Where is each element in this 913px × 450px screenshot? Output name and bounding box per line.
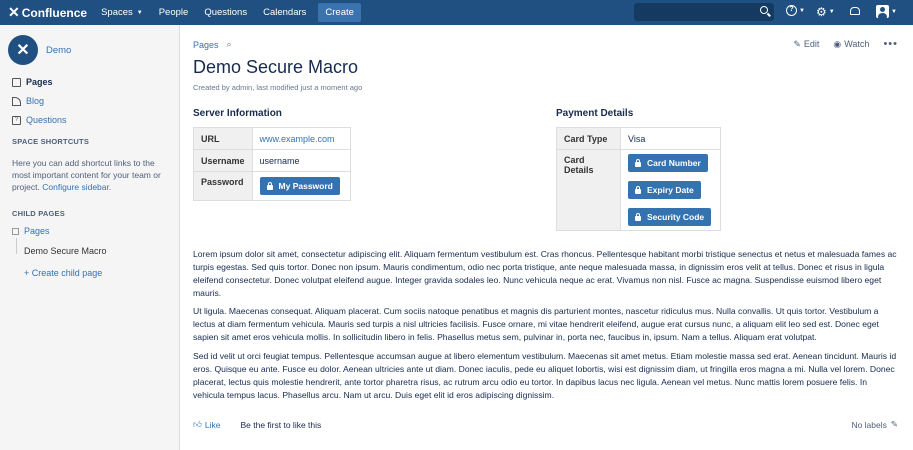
edit-label: Edit — [803, 39, 820, 49]
sidebar-item-pages[interactable] — [12, 77, 53, 87]
username-label: Username — [194, 150, 253, 172]
user-menu[interactable] — [876, 5, 897, 18]
body-paragraph: Sed id velit ut orci feugiat tempus. Pellentesque accumsan augue at libero elementum vestibulum. Maecenas sit amet metus. Etiam molestie massa sed erat. Aenean tincidunt. Mauris id eros. Quisque eu ante. Fusce eu dolor. Aenean ultricies ante ut diam. Donec iaculis, pede eu aliquet lobortis, wisi est dignissim diam, ut fringilla eros magna a mi. Nulla vel lorem. Donec placerat, lectus quis molestie hendrerit, ante tortor pharetra risus, ac rutrum arcu odio eu tortor. In dapibus lacus nec ligula. Aenean vel metus. Nunc mattis lorem posuere felis. In vehicula tempus lacus. Phasellus arcu. Nam ut arcu. Duis eget elit id eros adipiscing dignissim. — [193, 351, 897, 400]
like-row — [193, 419, 321, 430]
notifications-icon — [850, 7, 860, 15]
card-number-button[interactable] — [628, 154, 708, 172]
card-details-label: Card Details — [557, 150, 621, 231]
table-row — [194, 128, 351, 150]
like-label: Like — [204, 419, 221, 430]
page-actions — [779, 38, 898, 50]
help-icon: ? — [786, 5, 797, 16]
nav-questions[interactable]: Questions — [204, 7, 248, 18]
space-shortcuts-heading: SPACE SHORTCUTS — [12, 137, 90, 146]
labels-area[interactable] — [851, 419, 898, 430]
button-label: Card Number — [647, 158, 701, 168]
pencil-icon: ✎ — [793, 38, 801, 49]
watch-label: Watch — [844, 39, 870, 49]
like-prompt: Be the first to like this — [240, 419, 322, 430]
button-label: Expiry Date — [647, 185, 694, 195]
lock-icon — [635, 216, 641, 221]
my-password-button[interactable] — [260, 177, 340, 195]
sidebar-item-questions[interactable] — [12, 115, 67, 125]
breadcrumb — [193, 39, 232, 50]
questions-icon: ? — [12, 116, 21, 125]
lock-icon — [267, 185, 273, 190]
nav-spaces[interactable] — [101, 7, 143, 18]
chevron-down-icon: ▼ — [828, 9, 835, 15]
chevron-down-icon: ▼ — [891, 8, 897, 15]
sidebar-item-label: Pages — [26, 77, 53, 87]
tree-root-label: Pages — [24, 226, 50, 236]
eye-icon: ◉ — [833, 38, 842, 49]
search-input[interactable] — [634, 3, 774, 21]
edit-button[interactable] — [793, 39, 819, 50]
card-type-label: Card Type — [557, 128, 621, 150]
attachment-icon[interactable]: ⌕ — [226, 39, 232, 49]
blog-icon — [12, 97, 21, 106]
sidebar-item-label: Blog — [26, 96, 45, 106]
chevron-down-icon: ▼ — [799, 7, 805, 14]
settings-menu[interactable] — [816, 5, 835, 19]
url-link[interactable]: www.example.com — [259, 133, 335, 144]
confluence-logo[interactable] — [8, 4, 87, 21]
tree-item-current-page[interactable]: Demo Secure Macro — [24, 246, 107, 256]
nav-calendars[interactable]: Calendars — [263, 7, 307, 18]
page-byline: Created by admin, last modified just a moment ago — [193, 83, 363, 92]
create-button[interactable]: Create — [318, 3, 361, 22]
body-paragraph: Lorem ipsum dolor sit amet, consectetur adipiscing elit. Aliquam fermentum vestibulum est. Cras rhoncus. Pellentesque habitant morbi tristique senectus et netus et malesuada fames ac turpis egestas. Sed quis tortor. Donec non ipsum. Mauris condimentum, odio nec porta tristique, ante neque malesuada massa, in dignissim eros velit at tellus. Donec et risus in ligula eleifend consectetur. Donec volutpat eleifend augue. Integer gravida sodales leo. Nunc vehicula neque ac erat. Vivamus non nisl. Fusce ac magna. Suspendisse euismod libero eget mauris. — [193, 249, 897, 298]
gear-icon: ⚙ — [816, 5, 827, 19]
expiry-date-button[interactable] — [628, 181, 701, 199]
pencil-icon[interactable]: ✎ — [890, 419, 898, 429]
space-name-link[interactable]: Demo — [46, 45, 72, 56]
like-button[interactable] — [193, 419, 220, 430]
search-icon[interactable] — [760, 6, 768, 14]
chevron-down-icon: ▼ — [136, 9, 143, 16]
lock-icon — [635, 162, 641, 167]
password-label: Password — [194, 172, 253, 201]
table-row — [194, 150, 351, 172]
table-row — [557, 150, 721, 231]
server-info-heading: Server Information — [193, 108, 282, 119]
breadcrumb-pages-link[interactable]: Pages — [193, 39, 219, 50]
url-label: URL — [194, 128, 253, 150]
notifications-button[interactable] — [850, 5, 860, 15]
more-actions-button[interactable] — [883, 38, 898, 50]
payment-details-heading: Payment Details — [556, 108, 634, 119]
user-avatar-icon — [876, 5, 889, 18]
configure-sidebar-link[interactable]: Configure sidebar. — [42, 182, 112, 192]
nav-spaces-label: Spaces — [101, 7, 133, 18]
sidebar-item-label: Questions — [26, 115, 67, 125]
help-menu[interactable] — [786, 5, 805, 16]
security-code-button[interactable] — [628, 208, 711, 226]
top-navigation-bar — [0, 0, 913, 25]
nav-people[interactable]: People — [158, 7, 189, 18]
table-row — [557, 128, 721, 150]
thumbs-up-icon: 👍︎ — [193, 419, 202, 429]
space-shortcuts-text — [12, 157, 172, 193]
tree-collapse-icon — [12, 228, 19, 235]
lock-icon — [635, 189, 641, 194]
ellipsis-icon: ••• — [883, 38, 898, 50]
pages-icon — [12, 78, 21, 87]
no-labels-text: No labels — [851, 419, 887, 430]
sidebar-item-blog[interactable] — [12, 96, 44, 106]
create-child-page-link[interactable]: + Create child page — [24, 268, 103, 278]
space-sidebar — [0, 25, 180, 450]
shortcuts-description: Here you can add shortcut links to the most important content for your team or project. — [12, 158, 161, 192]
body-paragraph: Ut ligula. Maecenas consequat. Aliquam placerat. Cum sociis natoque penatibus et magnis dis parturient montes, nascetur ridiculus mus. Nulla convallis. Ut quis tortor. Vestibulum a lectus at diam fermentum vehicula. Mauris sed turpis a nisl ultricies facilisis. Fusce ornare, mi vitae hendrerit eleifend, augue erat cursus nunc, a aliquam elit leo sed est. Donec eget sapien sit amet eros vehicula mollis. In sollicitudin libero in felis. Phasellus metus sem, pulvinar in, porta nec, faucibus in, ipsum. Nam a tellus. Aliquam erat volutpat. — [193, 306, 879, 342]
tree-connector — [16, 238, 17, 254]
username-value: username — [252, 150, 350, 172]
card-type-value: Visa — [621, 128, 721, 150]
confluence-x-icon: ✕ — [8, 4, 20, 20]
space-logo[interactable]: ✕ — [8, 35, 38, 65]
button-label: Security Code — [647, 212, 705, 222]
page-title: Demo Secure Macro — [193, 57, 359, 77]
server-info-table — [193, 127, 351, 201]
button-label: My Password — [278, 181, 333, 191]
payment-details-table — [556, 127, 721, 231]
child-pages-heading: CHILD PAGES — [12, 209, 65, 218]
watch-button[interactable] — [833, 39, 869, 50]
tree-item-pages[interactable] — [12, 226, 50, 236]
logo-text: Confluence — [21, 5, 88, 20]
table-row — [194, 172, 351, 201]
